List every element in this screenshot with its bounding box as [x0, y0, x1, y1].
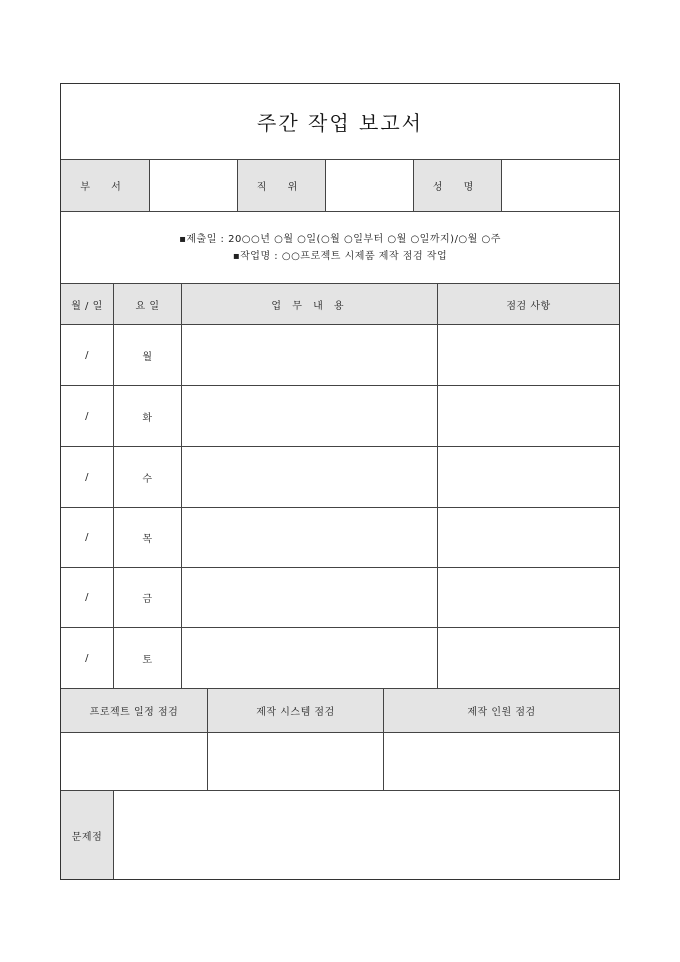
day-header: 요 일 [113, 284, 181, 324]
table-row [61, 508, 619, 568]
date-cell[interactable]: / [85, 410, 89, 422]
day-cell: 월 [113, 325, 181, 385]
table-header-row [61, 284, 619, 325]
page-title: 주간 작업 보고서 [257, 111, 423, 135]
date-cell[interactable]: / [85, 652, 89, 664]
date-cell[interactable]: / [85, 592, 89, 603]
submit-date-line: ▪제출일 : 20○○년 ○월 ○일(○월 ○일부터 ○월 ○일까지)/○월 ○주 [179, 233, 501, 245]
task-cell[interactable] [181, 628, 437, 688]
weekly-report-form [60, 83, 620, 880]
schedule-check-header: 프로젝트 일정 점검 [61, 689, 207, 732]
problem-field[interactable] [113, 791, 619, 879]
task-cell[interactable] [181, 568, 437, 627]
staff-check-field[interactable] [383, 733, 619, 790]
problem-row [61, 791, 619, 879]
check-cell[interactable] [437, 447, 619, 507]
table-row [61, 447, 619, 508]
date-cell[interactable]: / [85, 349, 89, 361]
work-name-line: ▪작업명 : ○○프로젝트 시제품 제작 점검 작업 [232, 250, 448, 262]
day-cell: 목 [113, 508, 181, 567]
check-cell[interactable] [437, 628, 619, 688]
staff-check-header: 제작 인원 점검 [383, 689, 619, 732]
date-cell[interactable]: / [85, 471, 89, 483]
position-label: 직 위 [237, 160, 325, 211]
table-row [61, 628, 619, 689]
name-field[interactable] [501, 160, 619, 211]
header-fields-row [61, 160, 619, 212]
task-cell[interactable] [181, 325, 437, 385]
name-label: 성 명 [413, 160, 501, 211]
system-check-field[interactable] [207, 733, 383, 790]
table-row [61, 386, 619, 447]
task-cell[interactable] [181, 447, 437, 507]
problem-label: 문제점 [61, 791, 113, 879]
day-cell: 토 [113, 628, 181, 688]
task-cell[interactable] [181, 508, 437, 567]
day-cell: 수 [113, 447, 181, 507]
checks-values-row [61, 733, 619, 791]
check-cell[interactable] [437, 568, 619, 627]
check-header: 점검 사항 [437, 284, 619, 324]
check-cell[interactable] [437, 508, 619, 567]
task-header: 업 무 내 용 [181, 284, 437, 324]
table-row [61, 325, 619, 386]
system-check-header: 제작 시스템 점검 [207, 689, 383, 732]
dept-field[interactable] [149, 160, 237, 211]
position-field[interactable] [325, 160, 413, 211]
date-cell[interactable]: / [85, 532, 89, 543]
check-cell[interactable] [437, 325, 619, 385]
info-block [61, 212, 619, 283]
day-cell: 금 [113, 568, 181, 627]
check-cell[interactable] [437, 386, 619, 446]
title-row [61, 84, 619, 160]
table-row [61, 568, 619, 628]
info-row [61, 212, 619, 284]
dept-label: 부 서 [61, 160, 149, 211]
date-header: 월 / 일 [61, 284, 113, 324]
checks-header-row [61, 689, 619, 733]
schedule-check-field[interactable] [61, 733, 207, 790]
task-cell[interactable] [181, 386, 437, 446]
day-cell: 화 [113, 386, 181, 446]
